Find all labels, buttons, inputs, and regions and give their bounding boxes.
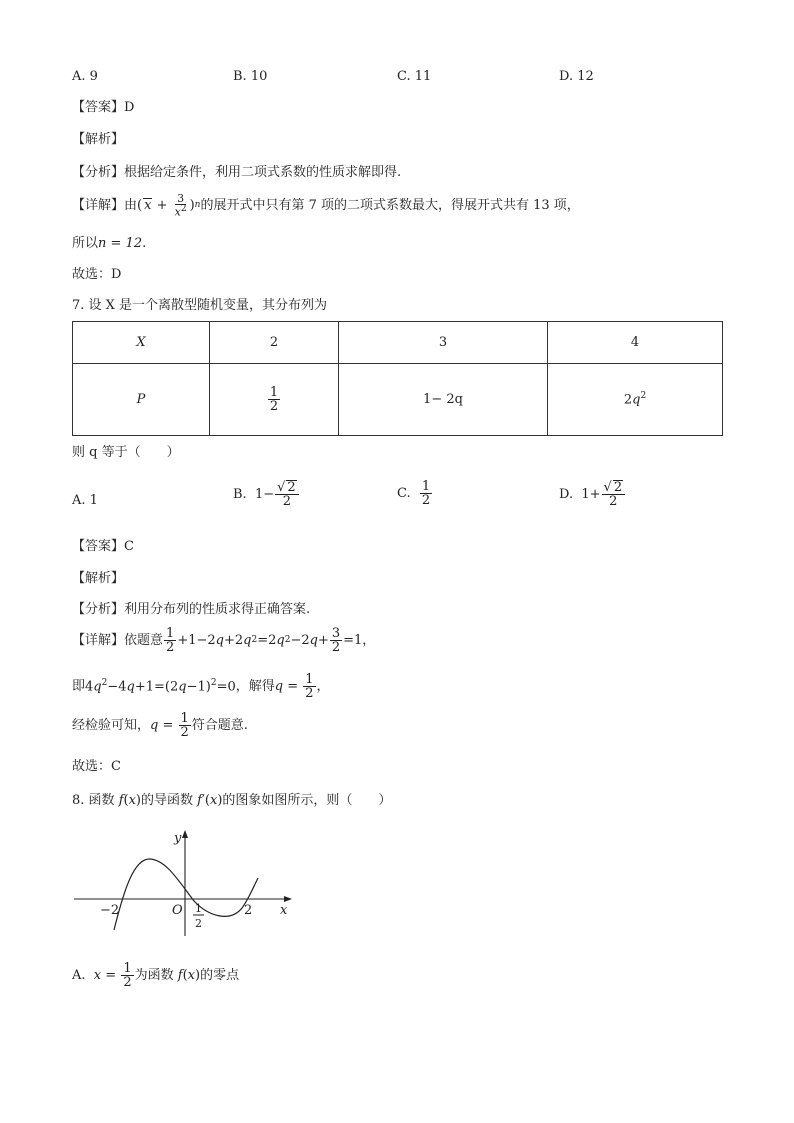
q6-option-d: D. 12 (559, 69, 594, 84)
q6-conclusion-math: n = 12 (98, 236, 143, 251)
q6-answer: 【答案】D (72, 100, 135, 115)
q6-choose: 故选：D (72, 267, 122, 282)
q8-option-a-end: 的零点 (200, 968, 240, 983)
table-cell: X (73, 322, 210, 364)
q7-step3-post: 符合题意. (191, 718, 248, 733)
q7-step3-pre: 经检验可知， (72, 718, 151, 733)
q7-fenxi: 【分析】利用分布列的性质求得正确答案. (72, 602, 311, 617)
binomial-expression: ( x + $\frac{3}{x^2}$ ) n (137, 192, 201, 219)
q6-jiexi: 【解析】 (72, 132, 125, 147)
table-cell: 2 (210, 322, 339, 364)
q8-stem: 8. 函数 f ( x ) 的导函数 f ′( x ) 的图象如图所示，则（ ） (72, 793, 392, 808)
table-cell: 4 (548, 322, 723, 364)
q6-option-b: B. 10 (233, 69, 268, 84)
q6-xiangjie-pre: 由 (124, 197, 138, 213)
q8-stem-post: 的图象如图所示，则（ ） (222, 793, 392, 808)
q7-xiangjie (72, 627, 375, 654)
q7-step3: 经检验可知， q = $\frac{1}{2}$ 符合题意. (72, 711, 248, 740)
q8-option-a-post: 为函数 (134, 968, 174, 983)
derivative-curve (114, 859, 258, 930)
q6-xiangjie-post: 的展开式中只有第 7 项的二项式系数最大，得展开式共有 13 项， (200, 197, 580, 213)
q7-option-a: A. 1 (72, 493, 98, 508)
q7-option-d: D. 1+ $\frac{√ 2}{2}$ (559, 480, 626, 508)
table-row (73, 364, 723, 436)
q7-choose: 故选：C (72, 759, 121, 774)
q8-stem-mid: 的导函数 (141, 793, 194, 808)
q6-option-a: A. 9 (72, 69, 98, 84)
table-cell: $2q^2$ (548, 364, 723, 436)
q7-xiangjie-label: 【详解】 (72, 633, 125, 648)
q6-xiangjie (72, 193, 580, 218)
q7-step2-pre: 即 (72, 679, 86, 694)
derivative-graph (70, 828, 300, 940)
tick-neg2: −2 (100, 903, 120, 918)
y-axis-label: y (174, 831, 182, 846)
table-row (73, 322, 723, 364)
q6-xiangjie-label: 【详解】 (72, 197, 125, 213)
q7-equation-2: $4q^2-4q+1=(2q-1)^2=0$ (85, 678, 236, 695)
tick-half-num: 1 (195, 902, 202, 915)
q6-conclusion-end: . (142, 236, 147, 251)
q7-option-b: B. 1− $\frac{√ 2}{2}$ (233, 480, 300, 508)
q7-answer: 【答案】C (72, 539, 134, 554)
y-axis-arrow (182, 830, 188, 838)
table-cell: 1− 2q (339, 364, 548, 436)
q7-step2-mid: ，解得 (235, 679, 275, 694)
x-axis-label: x (280, 903, 288, 918)
q8-option-a: A. x = $\frac{1}{2}$ 为函数 f ( x ) 的零点 (72, 961, 240, 990)
distribution-table (72, 321, 723, 436)
q7-ask: 则 q 等于（ ） (72, 445, 180, 460)
q7-stem: 7. 设 X 是一个离散型随机变量，其分布列为 (72, 298, 328, 313)
table-cell: P (73, 364, 210, 436)
tick-half-den: 2 (195, 917, 202, 930)
q6-conclusion (72, 237, 146, 250)
q7-option-d-label: D. (559, 486, 574, 502)
q7-jiexi: 【解析】 (72, 571, 125, 586)
q8-stem-pre: 8. 函数 (72, 793, 115, 808)
q7-equation-1: $\frac{1}{2}$ +1−2 q +2 q 2 =2 q 2 −2 q + $\frac{3}{2}$ =1， (166, 626, 376, 655)
q7-option-b-label: B. (233, 486, 247, 502)
q7-step2: 即 $4q^2-4q+1=(2q-1)^2=0$ ，解得 q = $\frac{1}{2}$ ， (72, 672, 330, 701)
q7-xiangjie-pre: 依题意 (124, 633, 164, 648)
q7-option-c-label: C. (397, 486, 411, 501)
tick-pos2: 2 (244, 903, 253, 918)
q6-conclusion-pre: 所以 (72, 236, 99, 251)
table-cell: $\frac{1}{2}$ (210, 364, 339, 436)
q8-option-a-label: A. (72, 968, 86, 983)
q7-option-c: C. $\frac{1}{2}$ (397, 479, 431, 508)
table-cell: 3 (339, 322, 548, 364)
origin-label: O (172, 903, 183, 918)
q6-fenxi: 【分析】根据给定条件，利用二项式系数的性质求解即得. (72, 165, 402, 180)
q6-option-c: C. 11 (397, 69, 432, 84)
x-axis-arrow (284, 896, 292, 902)
